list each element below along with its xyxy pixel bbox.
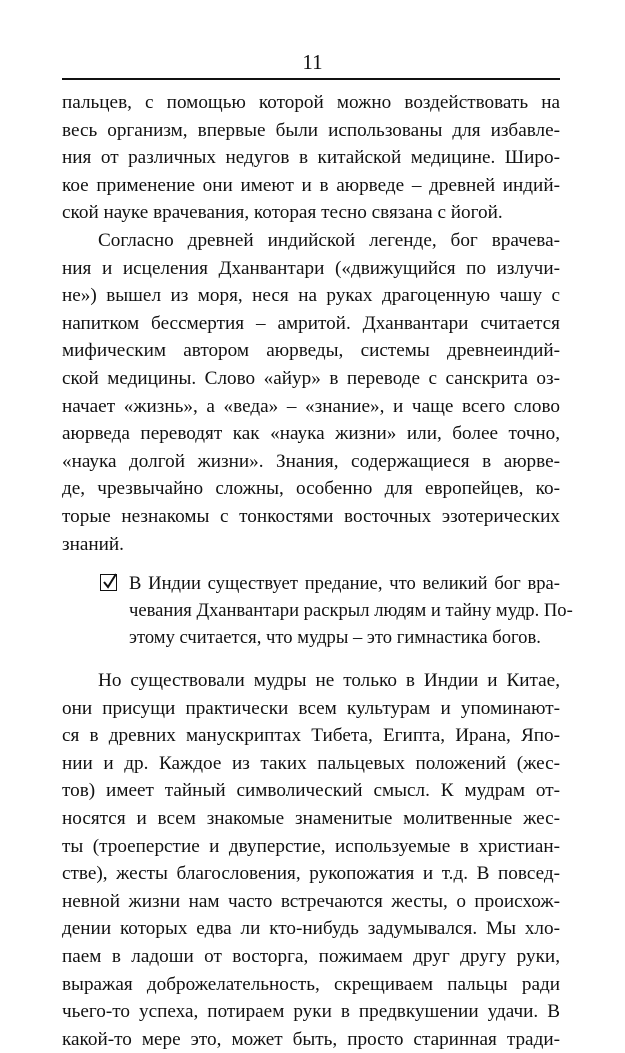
text-line: знаний. xyxy=(62,533,124,555)
note-block xyxy=(62,570,573,651)
note-line xyxy=(62,570,560,597)
page-number: 11 xyxy=(302,50,323,74)
text-line: начает «жизнь», а «веда» – «знание», и чаще всего слово xyxy=(62,395,560,417)
page-body xyxy=(62,89,573,1053)
note-text: В Индии существует предание, что великий бог вра- xyxy=(129,573,560,595)
text-line: аюрведа переводят как «наука жизни» или, более точно, xyxy=(62,423,560,445)
text-line: носятся и всем знакомые знаменитые молитвенные жес- xyxy=(62,808,560,830)
text-line: весь организм, впервые были использованы для избавле- xyxy=(62,119,560,141)
text-line: Но существовали мудры не только в Индии и Китае, xyxy=(98,670,560,692)
text-line: ния от различных недугов в китайской медицине. Широ- xyxy=(62,147,560,169)
text-line: стве), жесты благословения, рукопожатия и т.д. В повсед- xyxy=(62,863,560,885)
text-line: ся в древних манускриптах Тибета, Египта, Ирана, Япо- xyxy=(62,725,560,747)
text-line: они присущи практически всем культурам и упоминают- xyxy=(62,697,560,719)
text-line: выражая доброжелательность, скрещиваем пальцы ради xyxy=(62,973,560,995)
text-line: не») вышел из моря, неся на руках драгоценную чашу с xyxy=(62,285,560,307)
checkbox-checked-icon xyxy=(100,574,117,591)
text-line: чьего-то успеха, потираем руки в предвкушении удачи. В xyxy=(62,1001,560,1023)
text-line: какой-то мере это, может быть, просто старинная тради- xyxy=(62,1028,560,1050)
text-line: пальцев, с помощью которой можно воздействовать на xyxy=(62,92,560,113)
text-line: дении которых едва ли кто-нибудь задумывался. Мы хло- xyxy=(62,918,560,940)
text-line: Согласно древней индийской легенде, бог врачева- xyxy=(98,229,560,251)
paragraph-2 xyxy=(62,227,560,558)
text-line: кое применение они имеют и в аюрведе – древней индий- xyxy=(62,174,560,196)
text-line: ской медицины. Слово «айур» в переводе с санскрита оз- xyxy=(62,367,560,389)
text-line: паем в ладоши от восторга, пожимаем друг другу руки, xyxy=(62,946,560,968)
text-line: ской науке врачевания, которая тесно связана с йогой. xyxy=(62,202,503,224)
text-line: «наука долгой жизни». Знания, содержащиеся в аюрве- xyxy=(62,450,560,472)
text-line: ния и исцеления Дханвантари («движущийся по излучи- xyxy=(62,257,560,279)
paragraph-1 xyxy=(62,89,560,227)
text-line: тов) имеет тайный символический смысл. К мудрам от- xyxy=(62,780,560,802)
text-line: нии и др. Каждое из таких пальцевых положений (жес- xyxy=(62,752,560,774)
text-line: невной жизни нам часто встречаются жесты, о происхож- xyxy=(62,890,560,912)
paragraph-3 xyxy=(62,667,560,1053)
text-line: ты (троеперстие и двуперстие, используемые в христиан- xyxy=(62,835,560,857)
note-line: этому считается, что мудры – это гимнастика богов. xyxy=(129,627,541,649)
text-line: мифическим автором аюрведы, системы древнеиндий- xyxy=(62,340,560,362)
text-line: де, чрезвычайно сложны, особенно для европейцев, ко- xyxy=(62,478,560,500)
text-line: напитком бессмертия – амритой. Дханвантари считается xyxy=(62,312,560,334)
header-rule xyxy=(62,78,560,80)
text-line: торые незнакомы с тонкостями восточных эзотерических xyxy=(62,505,560,527)
note-line: чевания Дханвантари раскрыл людям и тайну мудр. По- xyxy=(129,600,573,622)
